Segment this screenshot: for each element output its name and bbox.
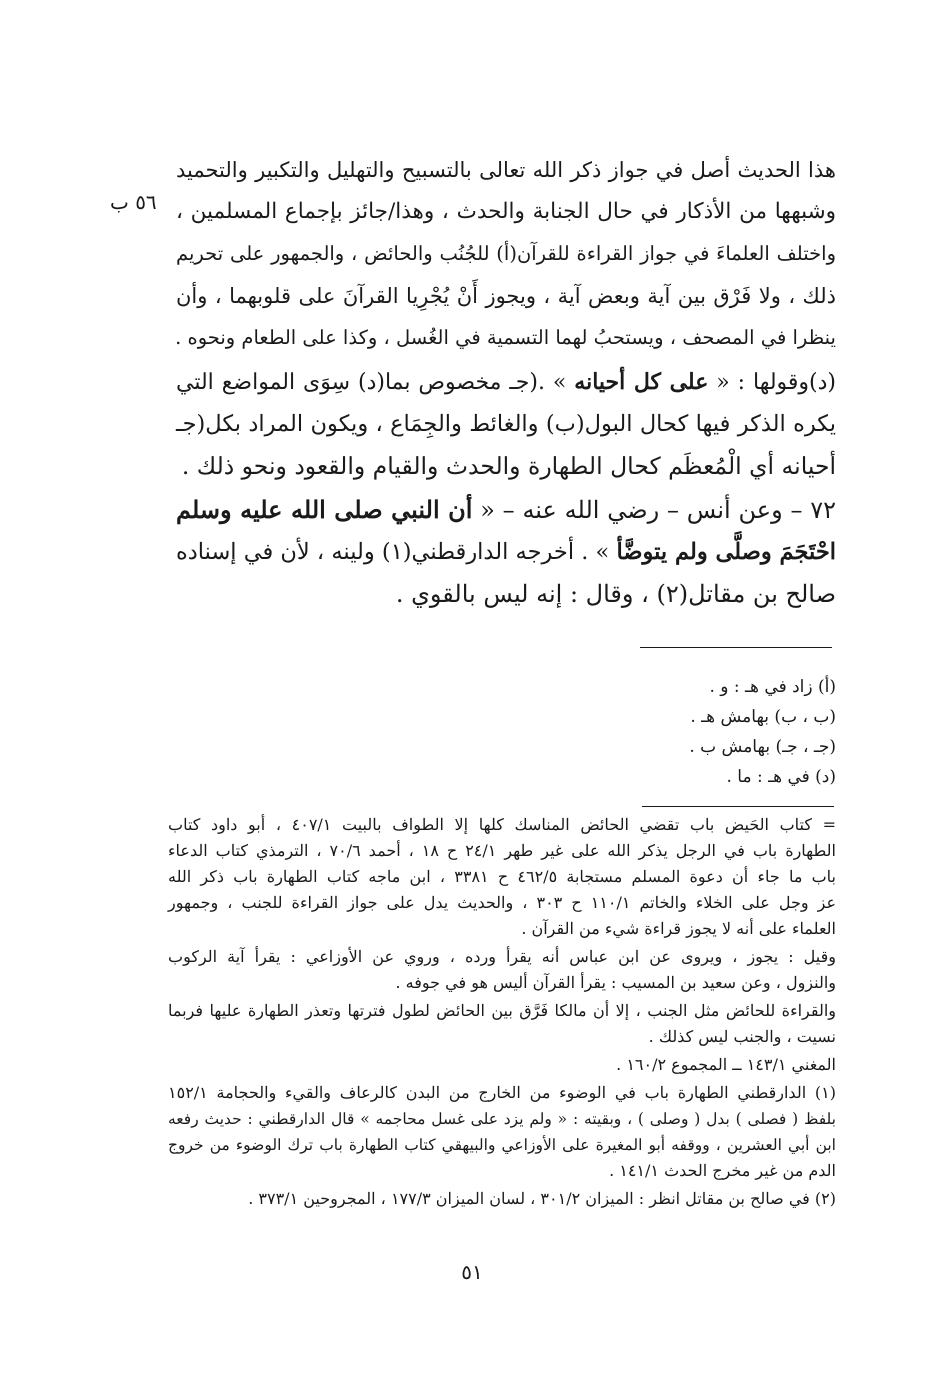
footnote-line: والنزول ، وعن سعيد بن المسيب : يقرأ القرآن أليس هو في جوفه . — [395, 973, 836, 992]
footnote-line: العلماء على أنه لا يجوز قراءة شيء من القرآن . — [521, 919, 836, 938]
hadith-line: صالح بن مقاتل(٢) ، وقال : إنه ليس بالقوي . — [395, 580, 836, 608]
footnote-line: بلفظ ( فصلى ) بدل ( وصلى ) ، وبقيته : « ولم يزد على غسل محاجمه » قال الدارقطني : حديث رفعه — [168, 1110, 836, 1128]
hadith-line — [176, 490, 836, 530]
commentary-line: يكره الذكر فيها كحال البول(ب) والغائط والجِمَاع ، ويكون المراد بكل(جـ — [176, 411, 836, 437]
main-text-line: وشبهها من الأذكار في حال الجنابة والحدث ، وهذا/جائز بإجماع المسلمين ، — [176, 199, 836, 224]
commentary-line — [176, 362, 836, 403]
footnote-line: عز وجل على الخلاء والخاتم ١١٠/١ ح ٣٠٣ ، والحديث يدل على جواز القراءة للجنب ، وجمهور — [168, 893, 837, 912]
hadith-number: ٧٢ – وعن أنس – رضي الله عنه – « — [472, 496, 837, 524]
footnote-line: المغني ١٤٣/١ ــ المجموع ١٦٠/٢ . — [616, 1055, 836, 1074]
footnote-separator — [642, 806, 834, 807]
commentary-line: أحيانه أي الْمُعظَم كحال الطهارة والحدث والقيام والقعود ونحو ذلك . — [181, 452, 836, 480]
footnote-line: باب ما جاء أن دعوة المسلم مستجابة ٤٦٢/٥ ح ٣٣٨١ ، ابن ماجه كتاب الطهارة باب ذكر الله — [168, 867, 837, 886]
footnote-line: والقراءة للحائض مثل الجنب ، إلا أن مالكا فَرَّق بين الحائض لطول فترتها وتعذر الطهارة عليها فربما — [168, 1001, 836, 1020]
margin-folio-note: ٥٦ ب — [110, 190, 157, 214]
hadith-source: » . أخرجه الدارقطني(١) ولينه ، لأن في إسناده — [176, 539, 617, 565]
page-number: ٥١ — [461, 1260, 483, 1284]
footnote-line: نسيت ، والجنب ليس كذلك . — [648, 1027, 836, 1046]
footnote-line: ابن أبي العشرين ، ووقفه أبو المغيرة على الأوزاعي والبيهقي كتاب الطهارة باب ترك الوضوء من خروج — [168, 1136, 836, 1154]
hadith-line — [176, 532, 836, 572]
hadith-text: احْتَجَمَ وصلَّى ولم يتوضَّأ — [616, 539, 837, 565]
apparatus-note: (أ) زاد في هـ : و . — [709, 677, 836, 697]
footnote-line: = كتاب الحَيض باب تقضي الحائض المناسك كلها إلا الطواف بالبيت ٤٠٧/١ ، أبو داود كتاب — [168, 815, 837, 834]
main-text-line: واختلف العلماءَ في جواز القراءة للقرآن(أ) للجُنُب والحائض ، والجمهور على تحريم — [176, 242, 836, 265]
footnote-line: وقيل : يجوز ، ويروى عن ابن عباس أنه يقرأ ورده ، وروي عن الأوزاعي : يقرأ آية الركوب — [168, 947, 836, 966]
footnote-line: (١) الدارقطني الطهارة باب في الوضوء من الخارج من البدن كالرعاف والقيء والحجامة ١٥٢/١ — [168, 1083, 836, 1102]
quote-rest: » .(جـ مخصوص بما(د) سِوَى المواضع التي — [176, 370, 575, 395]
footnote-line: الدم من غير مخرج الحدث ١٤١/١ . — [609, 1161, 836, 1180]
apparatus-separator — [640, 647, 832, 648]
apparatus-note: (د) في هـ : ما . — [726, 767, 836, 787]
quote-open: (د)وقولها : « — [708, 370, 837, 395]
main-text-line: هذا الحديث أصل في جواز ذكر الله تعالى بالتسبيح والتهليل والتكبير والتحميد — [176, 158, 836, 182]
main-text-line: ذلك ، ولا فَرْق بين آية وبعض آية ، ويجوز أَنْ يُجْرِيا القرآنَ على قلوبهما ، وأن — [176, 284, 836, 308]
main-text-line: ينظرا في المصحف ، ويستحبُ لهما التسمية في الغُسل ، وكذا على الطعام ونحوه . — [175, 326, 836, 349]
footnote-line: الطهارة باب في الرجل يذكر الله على غير طهر ٢٤/١ ح ١٨ ، أحمد ٧٠/٦ ، الترمذي كتاب الدعاء — [168, 841, 837, 860]
footnote-line: (٢) في صالح بن مقاتل انظر : الميزان ٣٠١/٢ ، لسان الميزان ١٧٧/٣ ، المجروحين ٣٧٣/١ . — [248, 1189, 836, 1208]
apparatus-note: (جـ ، جـ) بهامش ب . — [689, 737, 836, 757]
quoted-phrase: على كل أحيانه — [574, 369, 709, 395]
apparatus-note: (ب ، ب) بهامش هـ . — [690, 707, 836, 727]
hadith-text: أن النبي صلى الله عليه وسلم — [176, 495, 473, 524]
